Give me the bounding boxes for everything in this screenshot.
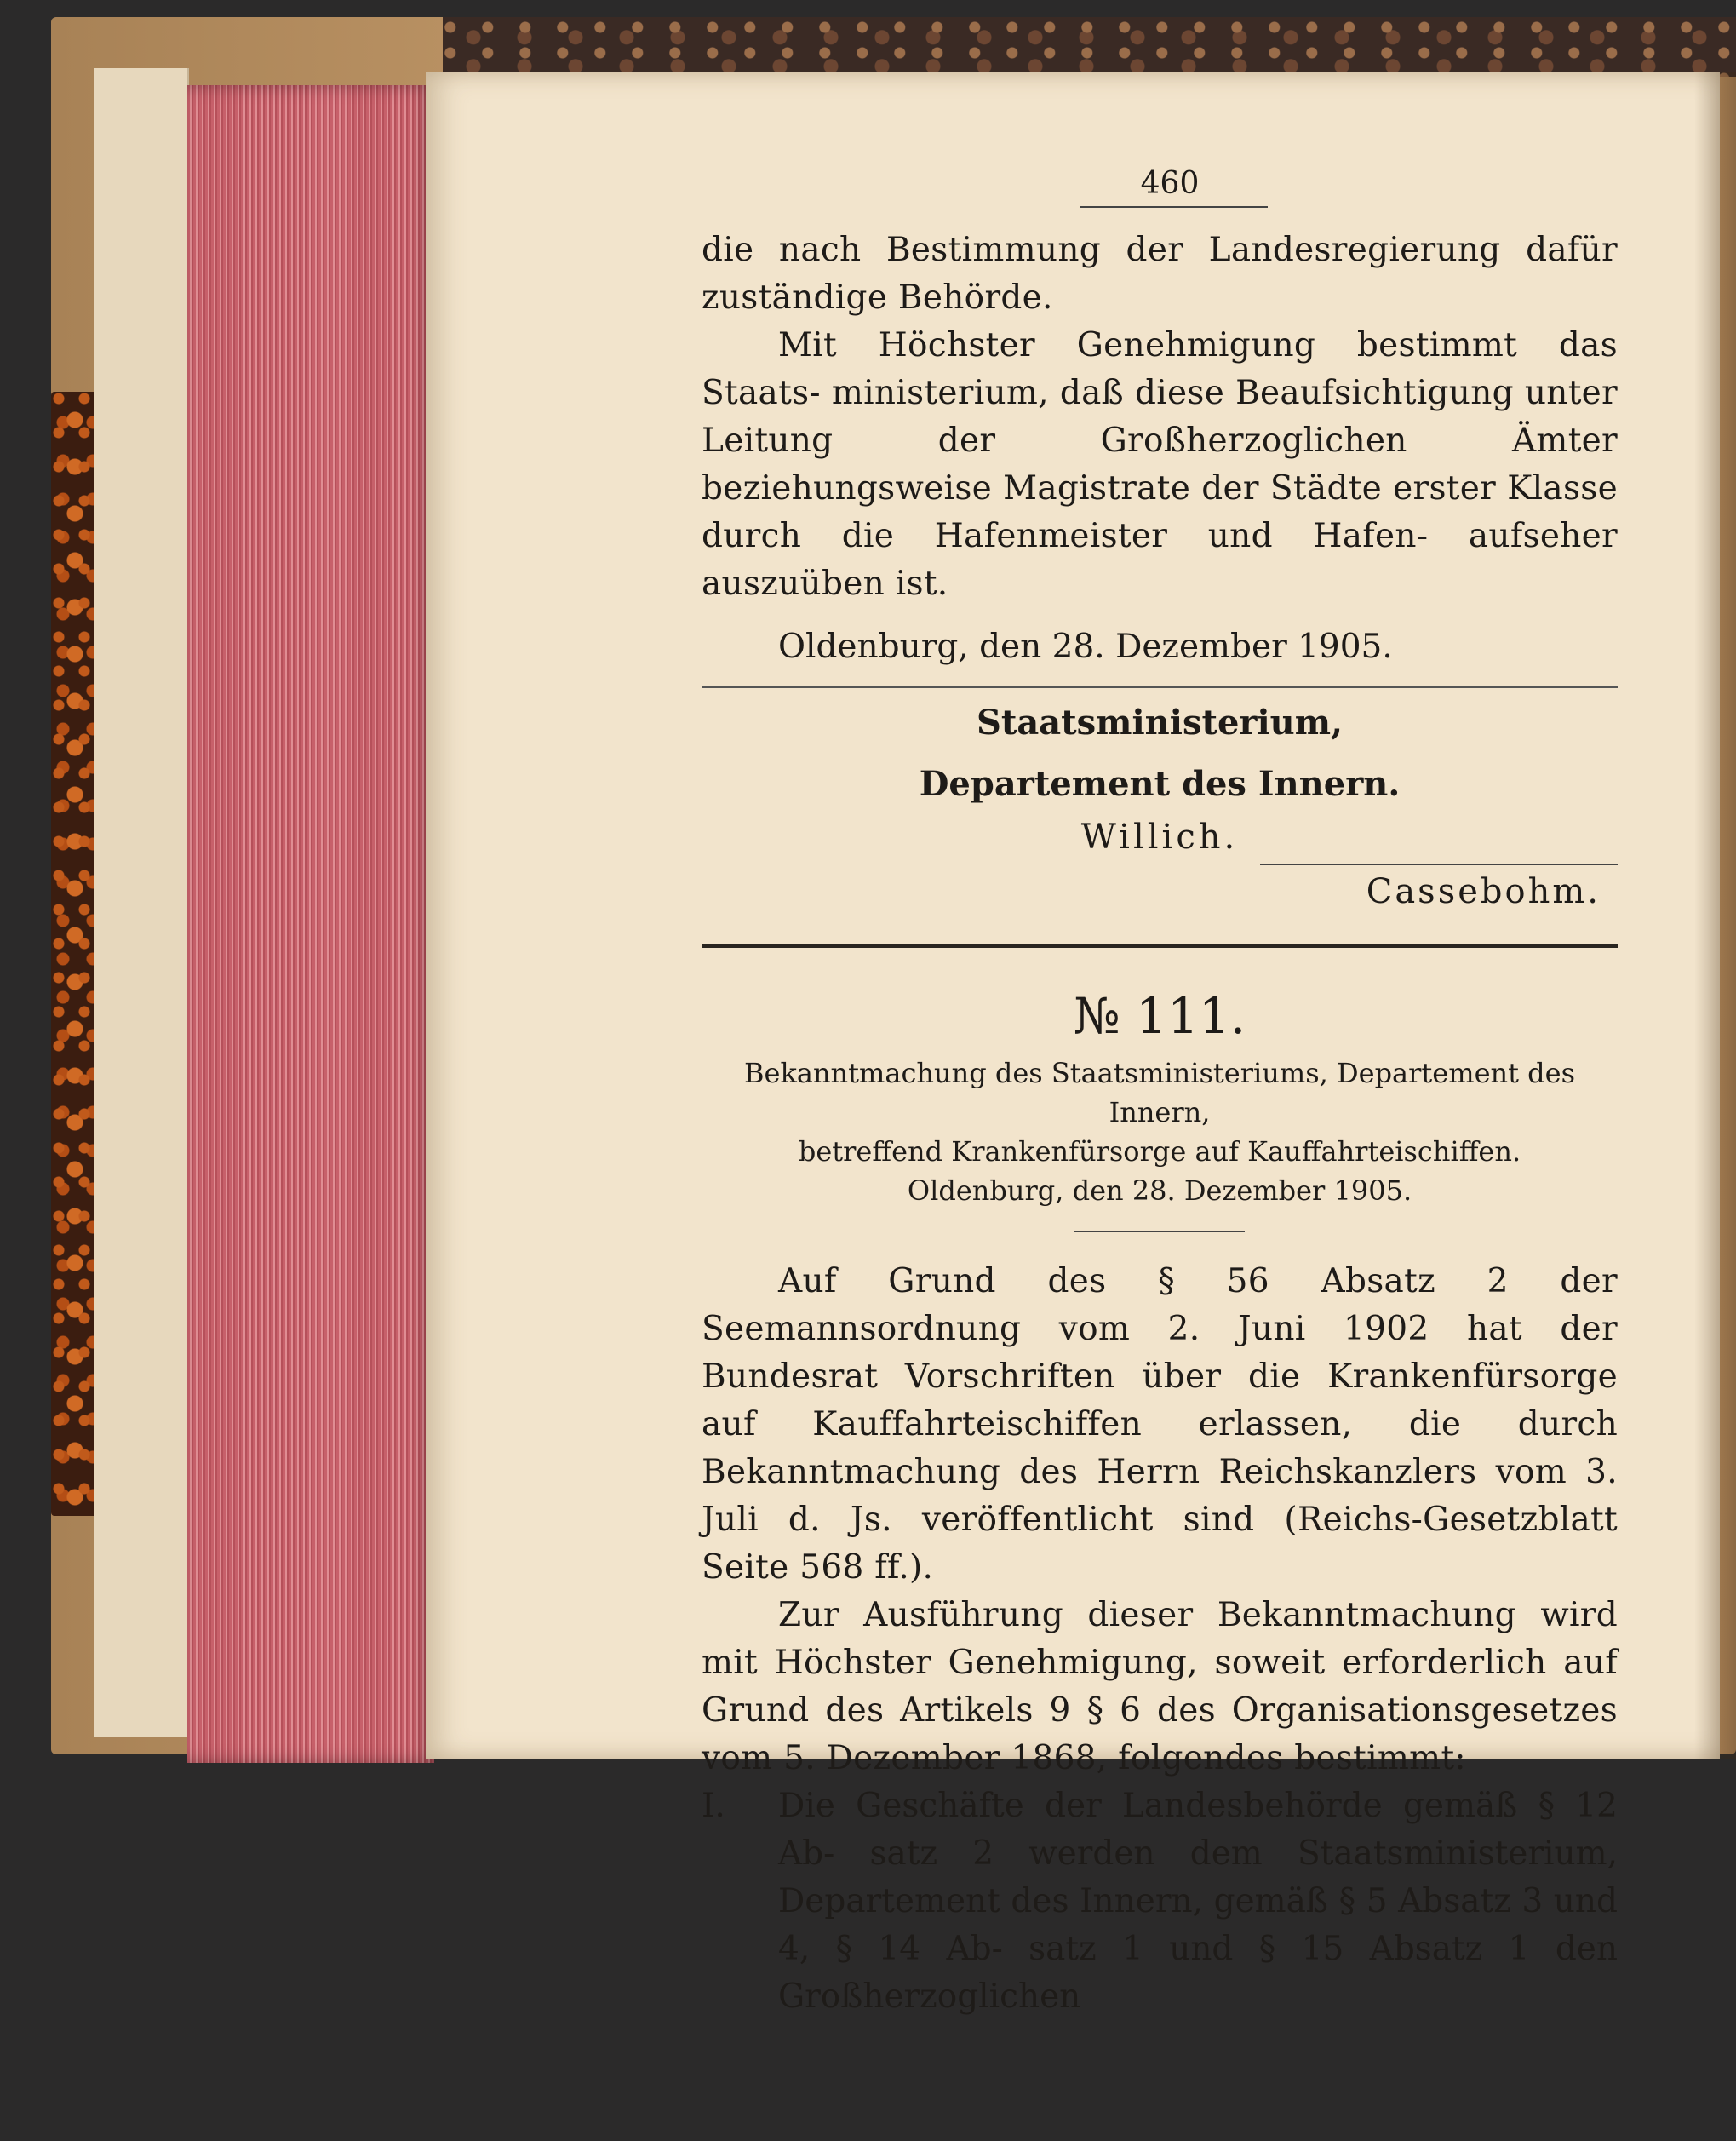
section-heading <box>702 1053 1618 1210</box>
section-separator <box>702 944 1618 948</box>
signature-ministry: Staatsministerium, <box>976 703 1344 743</box>
item-label: I. <box>702 1787 725 1825</box>
second-paragraph: Mit Höchster Genehmigung bestimmt das Staats- ministerium, daß diese Beaufsichtigung unter Leitung der Großherzoglichen Ämter beziehungsweise Magistrate der Städte erster Klasse durch die Hafenmeister und Hafen- aufseher auszuüben ist. <box>702 326 1618 603</box>
page-edge <box>94 68 189 1737</box>
section-paragraph-2: Zur Ausführung dieser Bekanntmachung wird mit Höchster Genehmigung, soweit erforderlich auf Grund des Artikels 9 § 6 des Organisationsgesetzes vom 5. Dezember 1868, folgendes bestimmt: <box>702 1596 1618 1777</box>
divider-rule <box>702 686 1618 688</box>
signature-name-willich: Willich. <box>1080 818 1239 857</box>
signature-department: Departement des Innern. <box>919 764 1401 804</box>
page-content <box>702 166 1618 2021</box>
heading-line-2: betreffend Krankenfürsorge auf Kauffahrteischiffen. <box>798 1135 1521 1168</box>
heading-rule <box>1074 1231 1245 1232</box>
cover-marble-top <box>443 17 1736 77</box>
list-item <box>702 1782 1618 2021</box>
item-text: Die Geschäfte der Landesbehörde gemäß § 12 Ab- satz 2 werden dem Staatsministerium, Departement des Innern, gemäß § 5 Absatz 3 und 4, § 14 Ab- satz 1 und § 15 Absatz 1 den Großherzoglichen <box>778 1787 1618 2016</box>
heading-line-1: Bekanntmachung des Staatsministeriums, Departement des Innern, <box>744 1057 1575 1128</box>
section-paragraph-1: Auf Grund des § 56 Absatz 2 der Seemannsordnung vom 2. Juni 1902 hat der Bundesrat Vorschriften über die Krankenfürsorge auf Kauffahrteischiffen erlassen, die durch Bekanntmachung des Herrn Reichskanzlers vom 3. Juli d. Js. veröffentlicht sind (Reichs-Gesetzblatt Seite 568 ff.). <box>702 1262 1618 1587</box>
page-number-rule <box>1080 206 1268 208</box>
page-number: 460 <box>1140 166 1200 201</box>
heading-line-3: Oldenburg, den 28. Dezember 1905. <box>907 1174 1412 1207</box>
gutter-shadow <box>1694 72 1736 1759</box>
intro-paragraph: die nach Bestimmung der Landesregierung dafür zuständige Behörde. <box>702 231 1618 317</box>
place-date: Oldenburg, den 28. Dezember 1905. <box>778 628 1393 666</box>
red-page-edges <box>187 85 434 1763</box>
section-number: № 111. <box>1073 987 1246 1045</box>
signature-name-cassebohm: Cassebohm. <box>1366 872 1601 911</box>
